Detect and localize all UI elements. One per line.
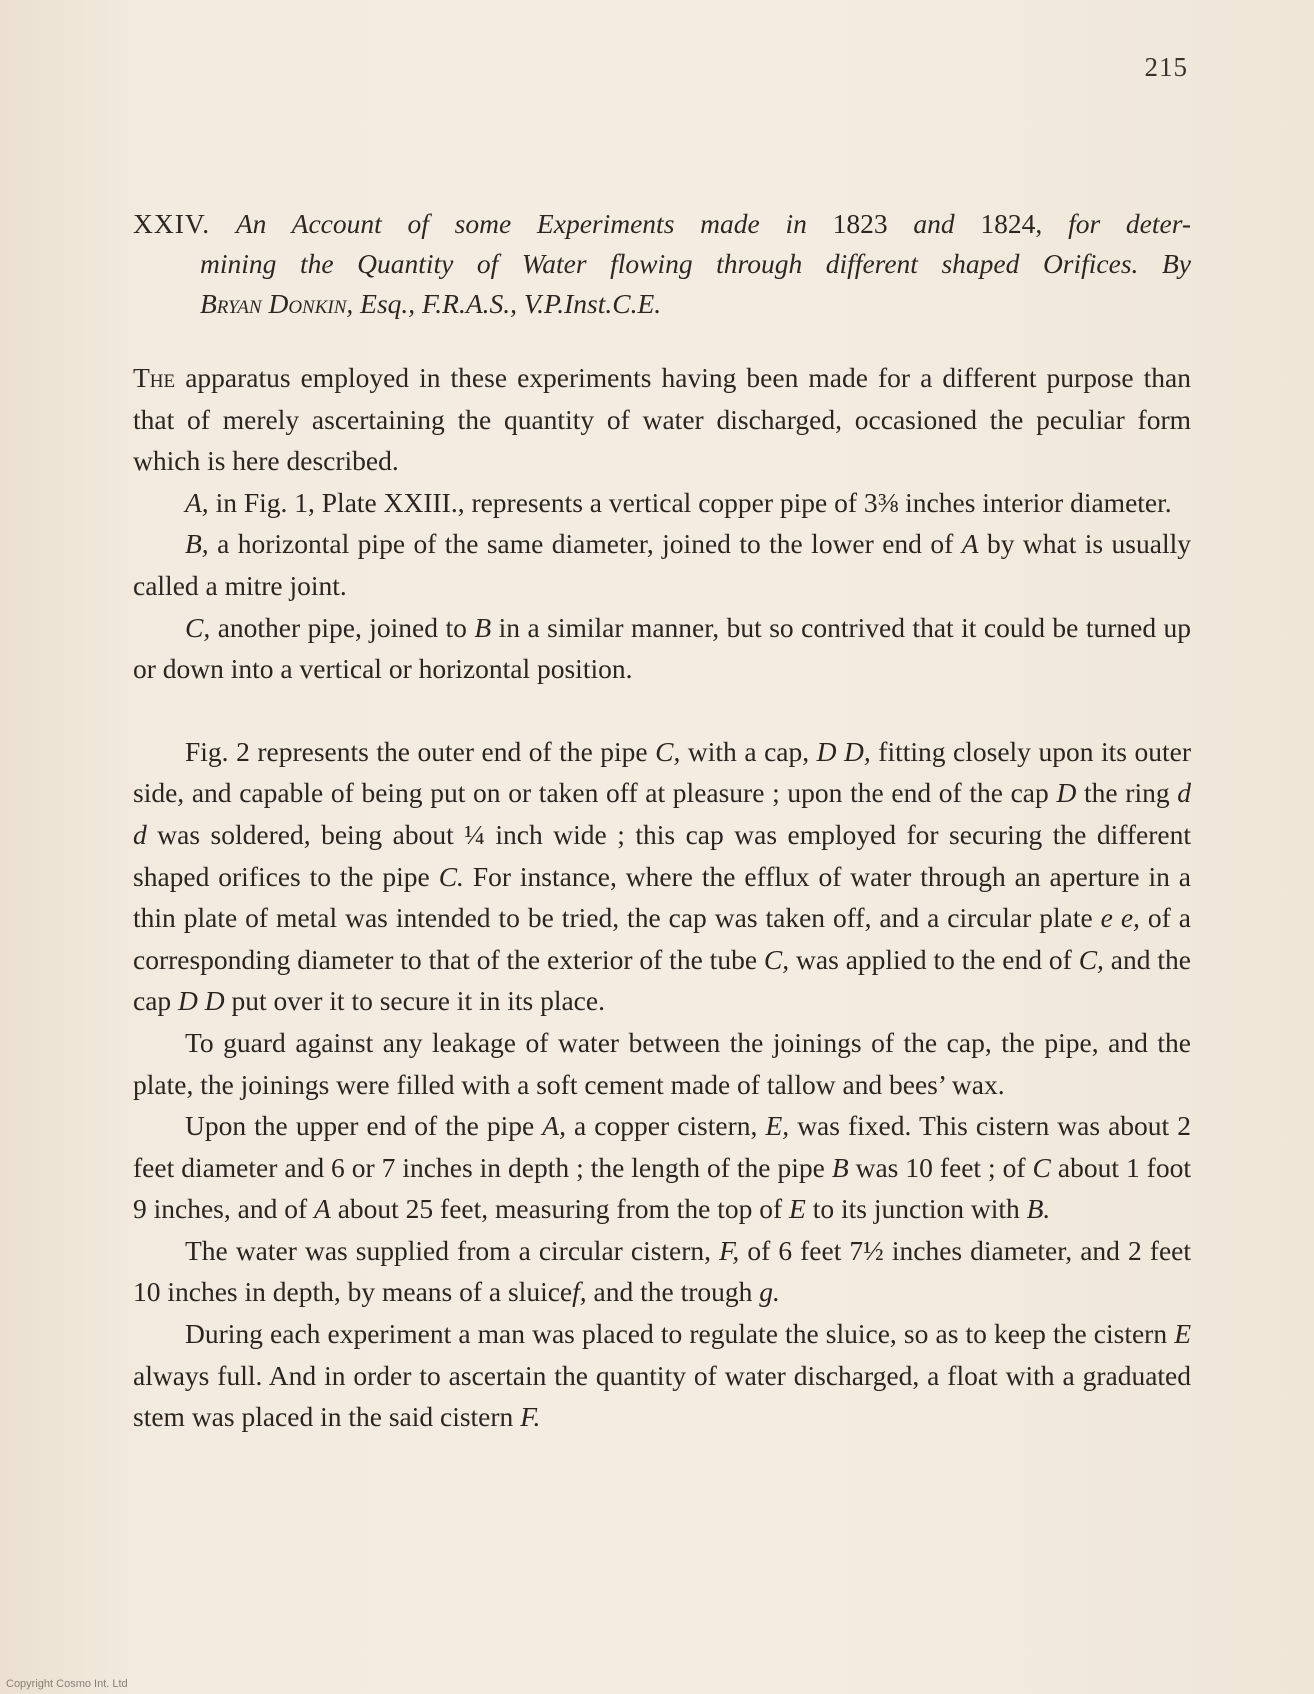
label-a: A,	[185, 486, 209, 518]
heading-and: and	[913, 208, 955, 239]
paragraph-text: The water was supplied from a circular cistern,	[185, 1234, 712, 1266]
author-credentials: Esq., F.R.A.S., V.P.Inst.C.E.	[360, 288, 662, 319]
ref-f: F.	[520, 1401, 541, 1433]
paragraph-text: For instance, where the efflux of water through an aperture in a thin plate of metal was intended to be tried, the cap was taken off, and a circular plate	[133, 860, 1192, 934]
heading-year-2: 1824,	[980, 208, 1043, 239]
ref-a: A	[961, 528, 979, 560]
heading-title-end: for deter-	[1068, 208, 1192, 239]
paragraph-text: another pipe, joined to	[217, 611, 467, 643]
paragraph-pipe-a	[133, 482, 1191, 524]
ref-e: E,	[765, 1110, 790, 1142]
ref-a: A	[314, 1193, 331, 1225]
paragraph-text: a copper cistern,	[574, 1110, 758, 1142]
paragraph-text: was fixed. This cistern was about 2 feet diameter and 6 or 7 inches in depth ; the length of the pipe	[133, 1110, 1191, 1183]
label-b: B,	[185, 528, 209, 560]
ref-ring-dd: d d	[133, 777, 1192, 850]
paragraph-text: and the trough	[593, 1276, 753, 1308]
ref-c: C	[1032, 1151, 1051, 1183]
paragraph-text: apparatus employed in these experiments having been made for a different purpose than that of merely ascertaining the quantity of water discharged, occasioned the peculiar form which is here described.	[133, 362, 1191, 477]
heading-title-continued: mining the Quantity of Water flowing through different shaped Orifices.	[200, 248, 1139, 279]
article-heading	[133, 204, 1191, 324]
heading-year-1: 1823	[832, 208, 888, 239]
ref-c: C,	[1078, 943, 1104, 975]
paragraph-text: about 25 feet, measuring from the top of	[337, 1193, 783, 1225]
heading-by: By	[1161, 248, 1191, 279]
heading-line-1	[133, 204, 1191, 244]
paragraph-text: about 1 foot 9 inches, and of	[133, 1151, 1191, 1225]
ref-trough-g: g.	[759, 1276, 780, 1308]
paragraph-text: in a similar manner, but so contrived that it could be turned up or down into a vertical or horizontal position.	[133, 611, 1192, 685]
ref-b: B	[831, 1151, 849, 1183]
ref-c: C,	[763, 943, 790, 975]
paragraph-apparatus	[133, 357, 1191, 482]
paragraph-text: put over it to secure it in its place.	[231, 985, 605, 1017]
paragraph-text: During each experiment a man was placed to regulate the sluice, so as to keep the cistern	[185, 1318, 1168, 1350]
copyright-notice: Copyright Cosmo Int. Ltd	[6, 1678, 128, 1690]
ref-plate-ee: e e,	[1100, 902, 1140, 934]
ref-dd: D D	[178, 985, 225, 1017]
paragraph-text: To guard against any leakage of water between the joinings of the cap, the pipe, and the plate, the joinings were filled with a soft cement made of tallow and bees’ wax.	[133, 1026, 1191, 1100]
paragraph-text: the ring	[1084, 777, 1170, 809]
article-body	[133, 357, 1191, 1438]
heading-title-part: An Account of some Experiments made in	[235, 208, 807, 239]
ref-a: A,	[542, 1110, 566, 1142]
paragraph-text: of a corresponding diameter to that of the exterior of the tube	[133, 902, 1191, 975]
paragraph-text: by what is usually called a mitre joint.	[133, 528, 1191, 601]
paragraph-text: a horizontal pipe of the same diameter, joined to the lower end of	[217, 528, 954, 560]
paragraph-text: and the cap	[133, 943, 1191, 1017]
paragraph-text: always full. And in order to ascertain the quantity of water discharged, a float with a graduated stem was placed in the said cistern	[133, 1359, 1191, 1433]
ref-c: C,	[655, 735, 681, 767]
ref-b: B.	[1026, 1193, 1051, 1225]
ref-sluice-f: f,	[572, 1276, 587, 1308]
author-name: Bryan Donkin,	[200, 288, 354, 319]
heading-line-2	[133, 244, 1191, 284]
ref-e: E	[1174, 1318, 1192, 1350]
paragraph-experiment	[133, 1313, 1191, 1438]
paragraph-text: in Fig. 1, Plate XXIII., represents a vertical copper pipe of 3⅜ inches interior diameter.	[215, 486, 1172, 518]
ref-c: C.	[438, 860, 464, 892]
paragraph-text: Upon the upper end of the pipe	[185, 1110, 535, 1142]
paragraph-lead-word: The	[133, 362, 176, 393]
paragraph-cistern-e	[133, 1105, 1191, 1230]
paragraph-text: Fig. 2 represents the outer end of the pipe	[185, 735, 648, 767]
paragraph-text: with a cap,	[687, 735, 810, 767]
paragraph-text: of 6 feet 7½ inches diameter, and 2 feet 10 inches in depth, by means of a sluice	[133, 1234, 1192, 1308]
paragraph-pipe-c	[133, 607, 1191, 690]
paragraph-leakage	[133, 1022, 1191, 1105]
ref-e: E	[789, 1193, 806, 1225]
paragraph-pipe-b	[133, 523, 1191, 606]
paragraph-text: was applied to the end of	[796, 943, 1072, 975]
page-number: 215	[1144, 52, 1188, 82]
ref-f: F,	[719, 1234, 740, 1266]
ref-d: D	[1056, 777, 1077, 809]
heading-line-3	[133, 284, 1191, 324]
paragraph-cistern-f	[133, 1230, 1191, 1313]
paragraph-text: was soldered, being about ¼ inch wide ; this cap was employed for securing the different shaped orifices to the pipe	[133, 818, 1191, 892]
article-numeral: XXIV.	[133, 208, 211, 239]
label-c: C,	[185, 611, 211, 643]
ref-b: B	[474, 611, 492, 643]
paragraph-fig-2	[133, 731, 1191, 1022]
paragraph-text: was 10 feet ; of	[855, 1151, 1026, 1183]
paragraph-text: to its junction with	[812, 1193, 1020, 1225]
paragraph-text: fitting closely upon its outer side, and capable of being put on or taken off at pleasure ; upon the end of the cap	[133, 735, 1191, 809]
ref-dd: D D,	[816, 735, 871, 767]
